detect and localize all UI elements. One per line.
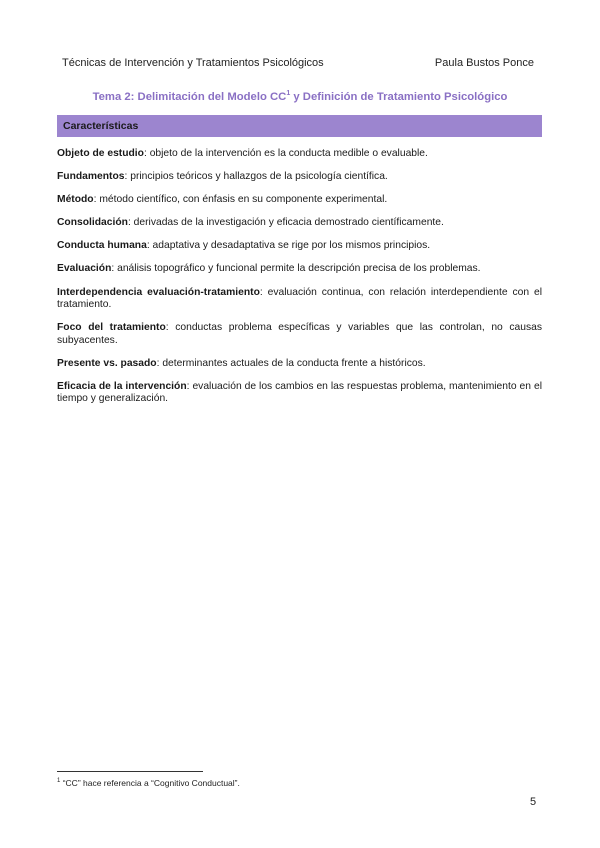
- header-course-title: Técnicas de Intervención y Tratamientos Psicológicos: [62, 57, 324, 69]
- item-description: : conductas problema específicas y variables que las controlan, no causas subyacentes.: [57, 322, 543, 346]
- header-author: Paula Bustos Ponce: [434, 57, 534, 69]
- item-description: : objeto de la intervención es la conducta medible o evaluable.: [143, 148, 428, 159]
- list-item: [57, 194, 542, 207]
- section-header-label: Características: [63, 120, 139, 132]
- item-description: : método científico, con énfasis en su componente experimental.: [93, 194, 388, 206]
- list-item: [57, 287, 542, 312]
- section-header-bar: [57, 115, 542, 137]
- item-description: : adaptativa y desadaptativa se rige por los mismos principios.: [146, 240, 431, 252]
- item-term: Objeto de estudio: [57, 148, 144, 159]
- footnote-text: “CC” hace referencia a “Cognitivo Conductual”.: [60, 778, 240, 788]
- item-term: Método: [57, 194, 94, 206]
- list-item: [57, 263, 542, 276]
- item-description: : determinantes actuales de la conducta frente a históricos.: [156, 357, 426, 369]
- list-item: [57, 358, 542, 371]
- title-text-end: y Definición de Tratamiento Psicológico: [290, 90, 508, 103]
- item-description: : evaluación continua, con relación interdependiente con el tratamiento.: [57, 286, 542, 311]
- title-footnote-ref[interactable]: 1: [286, 90, 291, 97]
- item-term: Conducta humana: [57, 240, 147, 252]
- item-term: Evaluación: [57, 263, 112, 275]
- list-item: [57, 171, 542, 184]
- item-description: : análisis topográfico y funcional permite la descripción precisa de los problemas.: [111, 263, 481, 275]
- item-term: Consolidación: [57, 217, 128, 229]
- item-description: : principios teóricos y hallazgos de la psicología científica.: [124, 171, 388, 183]
- item-description: : derivadas de la investigación y eficacia demostrado científicamente.: [127, 217, 444, 229]
- footnote: [57, 778, 240, 788]
- item-term: Fundamentos: [57, 171, 125, 183]
- item-term: Interdependencia evaluación-tratamiento: [57, 286, 260, 298]
- list-item: [57, 381, 542, 406]
- item-term: Foco del tratamiento: [57, 322, 166, 334]
- characteristics-list: [57, 148, 542, 416]
- page-header: [62, 57, 534, 69]
- title-text-start: Tema 2: Delimitación del Modelo CC: [92, 90, 287, 103]
- list-item: [57, 217, 542, 230]
- list-item: [57, 322, 542, 347]
- list-item: [57, 240, 542, 253]
- item-term: Eficacia de la intervención: [57, 380, 187, 392]
- footnote-divider: [57, 771, 203, 772]
- item-description: : evaluación de los cambios en las respuestas problema, mantenimiento en el tiempo y generalización.: [57, 380, 542, 405]
- item-term: Presente vs. pasado: [57, 357, 157, 369]
- list-item: [57, 148, 542, 161]
- page-number: 5: [530, 796, 537, 808]
- page-title: [57, 90, 543, 103]
- footnote-marker: 1: [57, 778, 61, 785]
